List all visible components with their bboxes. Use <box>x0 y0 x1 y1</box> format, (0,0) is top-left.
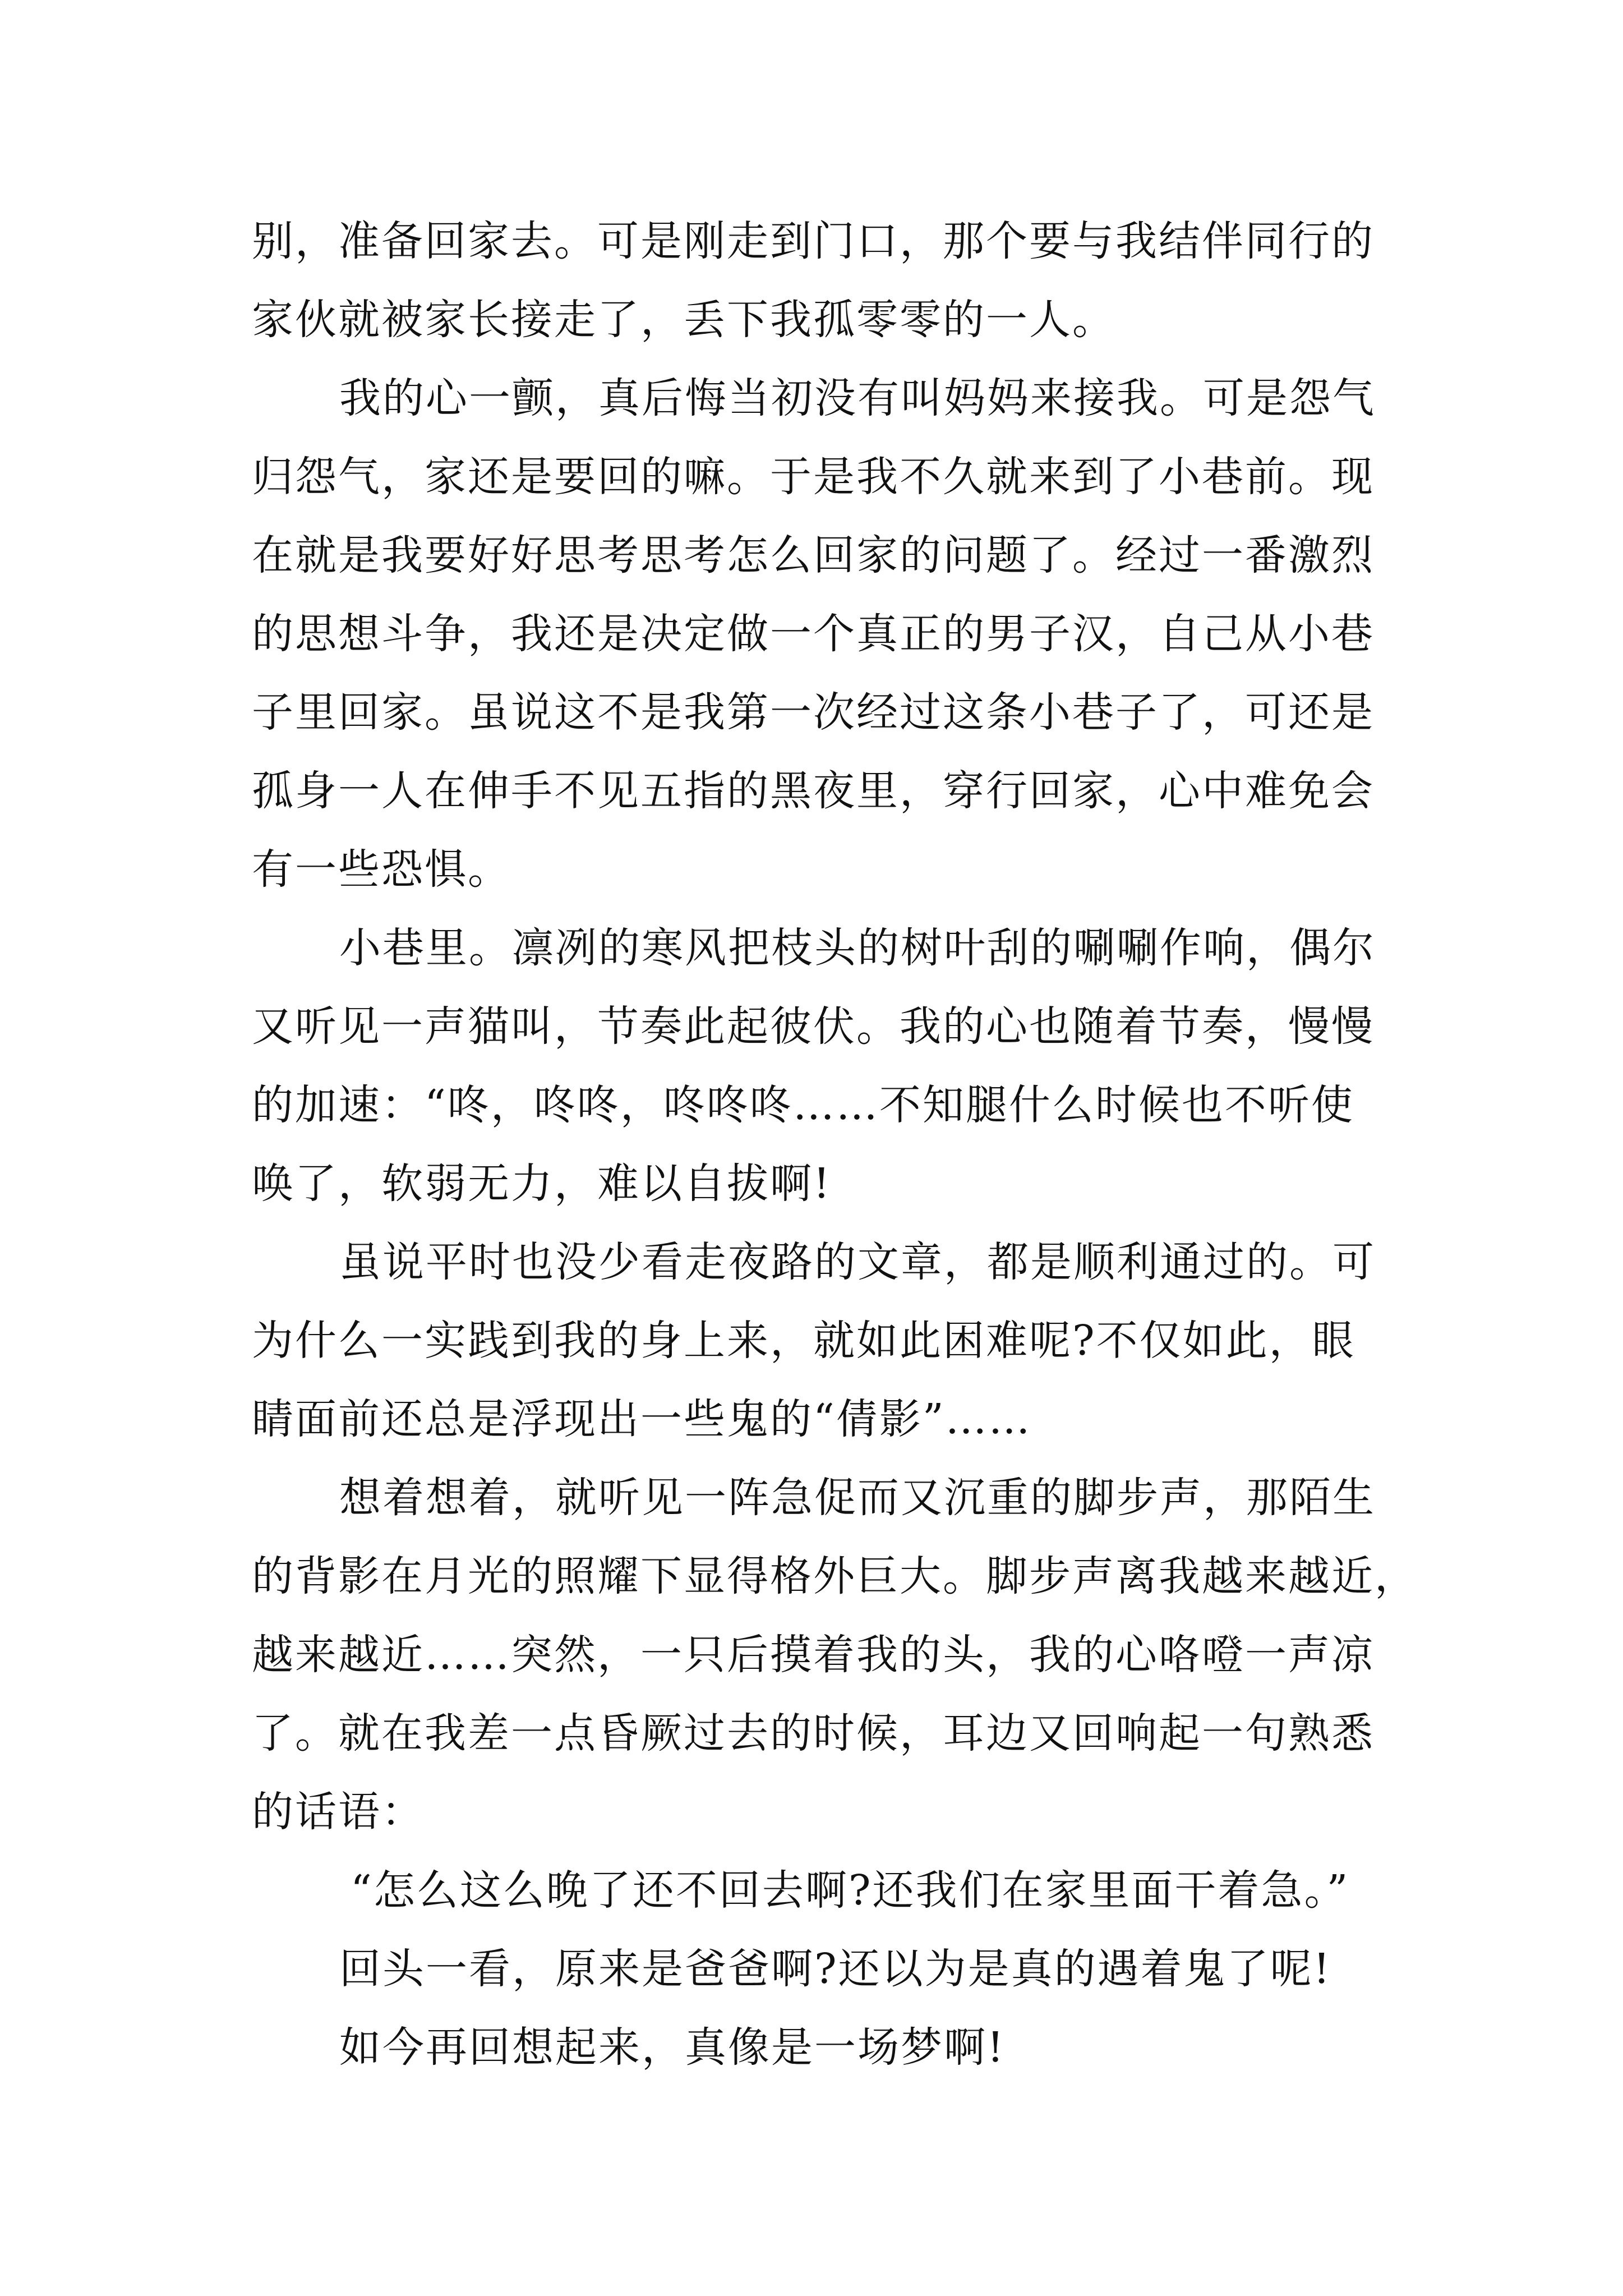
text-line: 的背影在月光的照耀下显得格外巨大。脚步声离我越来越近， <box>252 1552 1418 1600</box>
text-line: 子里回家。虽说这不是我第一次经过这条小巷子了，可还是 <box>252 688 1375 737</box>
text-line: 在就是我要好好思考思考怎么回家的问题了。经过一番激烈 <box>252 531 1375 579</box>
text-line: 孤身一人在伸手不见五指的黑夜里，穿行回家，心中难免会 <box>252 767 1375 815</box>
text-line: 我的心一颤，真后悔当初没有叫妈妈来接我。可是怨气 <box>339 374 1376 422</box>
text-line: 归怨气，家还是要回的嘛。于是我不久就来到了小巷前。现 <box>252 453 1375 501</box>
text-line: 又听见一声猫叫，节奏此起彼伏。我的心也随着节奏，慢慢 <box>252 1002 1375 1051</box>
text-line: 有一些恐惧。 <box>252 845 511 894</box>
text-line: 别，准备回家去。可是刚走到门口，那个要与我结伴同行的 <box>252 217 1375 265</box>
text-line: 小巷里。凛冽的寒风把枝头的树叶刮的唰唰作响，偶尔 <box>339 924 1376 972</box>
text-line: 了。就在我差一点昏厥过去的时候，耳边又回响起一句熟悉 <box>252 1709 1375 1757</box>
text-line: “怎么这么晚了还不回去啊?还我们在家里面干着急。” <box>351 1866 1350 1915</box>
text-line: 的加速：“咚，咚咚，咚咚咚……不知腿什么时候也不听使 <box>252 1081 1354 1129</box>
text-line: 越来越近……突然，一只后摸着我的头，我的心咯噔一声凉 <box>252 1631 1375 1679</box>
text-line: 的话语： <box>252 1788 425 1836</box>
text-line: 睛面前还总是浮现出一些鬼的“倩影”…… <box>252 1395 1032 1443</box>
text-line: 回头一看，原来是爸爸啊?还以为是真的遇着鬼了呢! <box>339 1945 1332 1993</box>
text-line: 想着想着，就听见一阵急促而又沉重的脚步声，那陌生 <box>339 1474 1376 1522</box>
text-line: 的思想斗争，我还是决定做一个真正的男子汉，自己从小巷 <box>252 610 1375 658</box>
text-line: 家伙就被家长接走了，丢下我孤零零的一人。 <box>252 296 1115 344</box>
text-line: 虽说平时也没少看走夜路的文章，都是顺利通过的。可 <box>339 1238 1376 1286</box>
text-line: 如今再回想起来，真像是一场梦啊! <box>339 2023 1006 2072</box>
text-line: 唤了，软弱无力，难以自拔啊! <box>252 1159 832 1208</box>
text-line: 为什么一实践到我的身上来，就如此困难呢?不仅如此，眼 <box>252 1317 1355 1365</box>
